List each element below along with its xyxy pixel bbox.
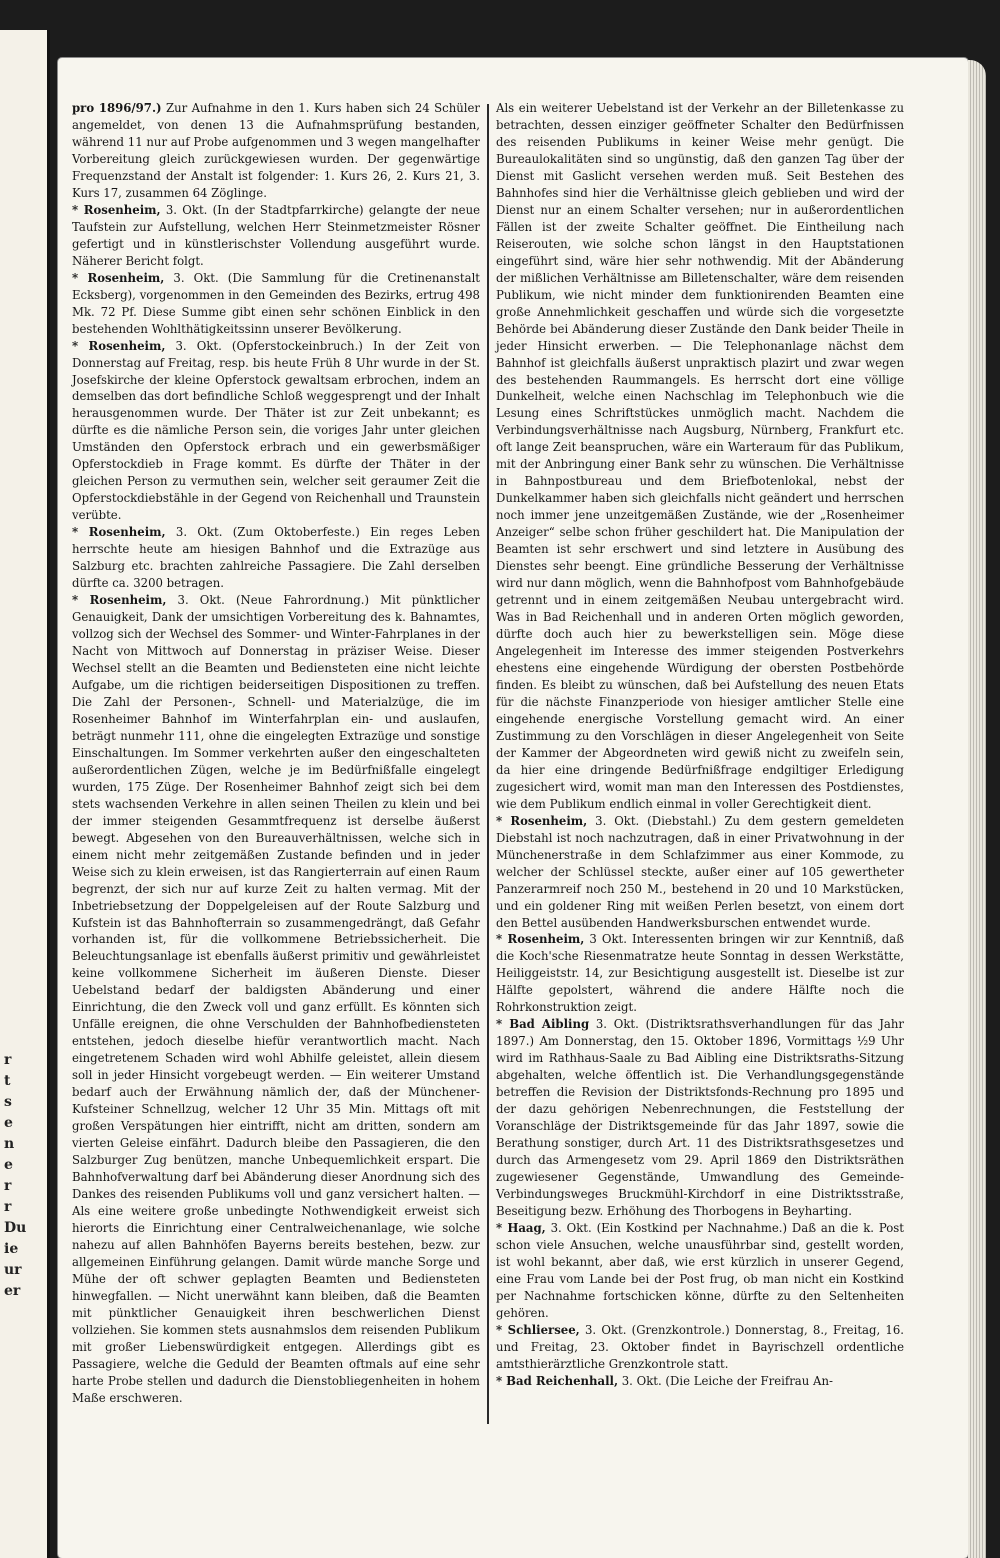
article-paragraph: * Rosenheim, 3 Okt. Interessenten bringen wir zur Kenntniß, daß die Koch'sche Riesenmatratze heute Sonntag in dessen Werkstätte, Heiliggeiststr. 14, zur Besichtigung ausgestellt ist. Dieselbe ist zur Hälfte gepolstert, während die andere Hälfte noch die Rohrkonstruktion zeigt. — [496, 932, 904, 1015]
fragment: e — [4, 1115, 13, 1131]
fragment: ie — [4, 1241, 19, 1257]
article-paragraph: Als ein weiterer Uebelstand ist der Verkehr an der Billetenkasse zu betrachten, dessen einziger geöffneter Schalter den Bedürfnissen des reisenden Publikums in keiner Weise mehr genügt. Die Bureaulokalitäten sind so ungünstig, daß den ganzen Tag über der Dienst mit Gaslicht versehen werden muß. Seit Bestehen des Bahnhofes sind hier die Verhältnisse gleich geblieben und wird der Dienst nur an einem Schalter versehen; nur in außerordentlichen Fällen ist der zweite Schalter geöffnet. Die Eintheilung nach Reiserouten, wie solche schon längst in den Hauptstationen eingeführt sind, wäre hier sehr nothwendig. Mit der Abänderung der mißlichen Verhältnisse am Billetenschalter, wäre dem reisenden Publikum, wie nicht minder dem funktionirenden Beamten eine große Annehmlichkeit geschaffen und würde sich die vorgesetzte Behörde bei Abänderung dieser Zustände den Dank beider Theile in jeder Hinsicht erwerben. — Die Telephonanlage nächst dem Bahnhof ist gleichfalls äußerst unpraktisch plazirt und zwar wegen des bestehenden Raummangels. Es herrscht dort eine völlige Dunkelheit, welche einen Nachschlag im Telephonbuch wie die Lesung eines Schriftstückes unmöglich macht. Nachdem die Verbindungsverhältnisse nach Augsburg, Nürnberg, Frankfurt etc. oft lange Zeit beanspruchen, wäre ein Warteraum für das Publikum, mit der Anbringung einer Bank sehr zu wünschen. Die Verhältnisse in Bahnpostbureau und dem Briefbotenlokal, nebst der Dunkelkammer haben sich gleichfalls nicht geändert und herrschen noch immer jene unzeitgemäßen Zustände, wie der „Rosenheimer Anzeiger“ selbe schon früher geschildert hat. Die Manipulation der Beamten ist sehr erschwert und sind letztere in Ausübung des Dienstes sehr beengt. Eine gründliche Besserung der Verhältnisse wird nur dann möglich, wenn die Bahnhofpost vom Bahnhofgebäude getrennt und in einem zeitgemäßen Neubau untergebracht wird. Was in Bad Reichenhall und in anderen Orten möglich geworden, dürfte doch auch hier zu bewerkstelligen sein. Möge diese Angelegenheit im Interesse des immer steigenden Postverkehrs ehestens eine eingehende Würdigung der obersten Postbehörde finden. Es bleibt zu wünschen, daß bei Aufstellung des neuen Etats für die nächste Finanzperiode von hiesiger amtlicher Stelle eine eingehende energische Vorstellung gemacht wird. An einer Zustimmung zu den Vorschlägen in dieser Angelegenheit von Seite der Kammer der Abgeordneten wird gewiß nicht zu zweifeln sein, da hier eine dringende Bedürfnißfrage endgiltiger Erledigung zugesichert wird, womit man man den Interessen des Postdienstes, wie dem Publikum endlich einmal in voller Gerechtigkeit dient. — [496, 101, 904, 811]
article-paragraph: * Rosenheim, 3. Okt. (In der Stadtpfarrkirche) gelangte der neue Taufstein zur Aufstellung, welchen Herr Steinmetzmeister Rösner gefertigt und in künstlerischster Vollendung ausgeführt wurde. Näherer Bericht folgt. — [72, 202, 481, 268]
facing-page-fragments — [4, 1050, 44, 1302]
article-paragraph: * Rosenheim, 3. Okt. (Die Sammlung für die Cretinenanstalt Ecksberg), vorgenommen in den Gemeinden des Bezirks, ertrug 498 Mk. 72 Pf. Diese Summe gibt einen sehr schönen Einblick in den bestehenden Wohlthätigkeitssinn unserer Bevölkerung. — [72, 270, 480, 336]
facing-page-strip — [0, 30, 50, 1558]
article-paragraph: * Rosenheim, 3. Okt. (Neue Fahrordnung.) Mit pünktlicher Genauigkeit, Dank der umsichtigen Vorbereitung des k. Bahnamtes, vollzog sich der Wechsel des Sommer- und Winter-Fahrplanes in der Nacht von Mittwoch auf Donnerstag in präziser Weise. Dieser Wechsel stellt an die Beamten und Bediensteten eine nicht leichte Aufgabe, um die richtigen beiderseitigen Dispositionen zu treffen. Die Zahl der Personen-, Schnell- und Materialzüge, die im Rosenheimer Bahnhof im Winterfahrplan ein- und auslaufen, beträgt nunmehr 111, ohne die eingelegten Extrazüge und sonstige Einschaltungen. Im Sommer verkehrten außer den eingeschalteten außerordentlichen Zügen, welche je im Bedürfnißfalle eingelegt wurden, 175 Züge. Der Rosenheimer Bahnhof zeigt sich bei dem stets wachsenden Verkehre in allen seinen Theilen zu klein und bei der immer steigenden Gesammtfrequenz ist derselbe äußerst bewegt. Abgesehen von den Bureauverhältnissen, welche sich in einem nicht mehr zeitgemäßen Zustande befinden und in jeder Weise sich zu klein erweisen, ist das Rangierterrain auf einen Raum begrenzt, der sich nur auf kurze Zeit zu halten vermag. Mit der Inbetriebsetzung der Doppelgeleisen auf der Route Salzburg und Kufstein ist das Bahnhofterrain so zusammengedrängt, daß Gefahr vorhanden ist, für die vollkommene Betriebssicherheit. Die Beleuchtungsanlage ist ebenfalls äußerst primitiv und gewährleistet keine vollkommene Sicherheit im äußeren Dienste. Dieser Uebelstand bedarf der baldigsten Abänderung und einer Einrichtung, die den Zweck voll und ganz erfüllt. Es könnten sich Unfälle ereignen, die ohne Verschulden der Bahnhofbediensteten entstehen, jedoch dieselbe hiefür verantwortlich macht. Nach eingetretenem Schaden wird wohl Abhilfe geleistet, allein diesem soll in jeder Hinsicht vorgebeugt werden. — Ein weiterer Umstand bedarf auch der Erwähnung nämlich der, daß der Münchener-Kufsteiner Schnellzug, welcher 12 Uhr 35 Min. Mittags oft mit großen Verspätungen hier eintrifft, nicht am dritten, sondern am vierten Geleise einfährt. Dadurch bleibe den Passagieren, die den Salzburger Zug benützen, manche Unbequemlichkeit erspart. Die Bahnhofverwaltung darf bei Abänderung dieser Anordnung sich des Dankes des reisenden Publikums voll und ganz versichert halten. — Als eine weitere große unbedingte Nothwendigkeit erweist sich hierorts die Einrichtung einer Centralweichenanlage, wie solche nahezu auf allen Bahnhöfen Bayerns bereits bestehen, bezw. zur allgemeinen Einführung gelangen. Damit würde manche Sorge und Mühe der oft schwer geplagten Beamten und Bediensteten hinwegfallen. — Nicht unerwähnt kann bleiben, daß die Beamten mit pünktlicher Genauigkeit ihren beschwerlichen Dienst vollziehen. Sie kommen stets ausnahmslos dem reisenden Publikum mit großer Liebenswürdigkeit entgegen. Allerdings gibt es Passagiere, welche die Geduld der Beamten oftmals auf eine sehr harte Probe stellen und dadurch die Dienstobliegenheiten in hohem Maße erschweren. — [72, 593, 481, 1405]
article-paragraph: * Rosenheim, 3. Okt. (Zum Oktoberfeste.) Ein reges Leben herrschte heute am hiesigen Bahnhof und die Extrazüge aus Salzburg etc. brachten zahlreiche Passagiere. Die Zahl derselben dürfte ca. 3200 betragen. — [72, 525, 480, 591]
fragment: ur — [4, 1262, 22, 1278]
article-paragraph: * Bad Aibling 3. Okt. (Distriktsrathsverhandlungen für das Jahr 1897.) Am Donnerstag, den 15. Oktober 1896, Vormittags ½9 Uhr wird im Rathhaus-Saale zu Bad Aibling eine Distriktsraths-Sitzung abgehalten, welche öffentlich ist. Die Verhandlungsgegenstände betreffen die Revision der Distriktsfonds-Rechnung pro 1895 und der dazu gehörigen Nebenrechnungen, die Feststellung der Voranschläge der Distriktsgemeinde für das Jahr 1897, sowie die Berathung sonstiger, durch Art. 11 des Distriktsrathsgesetzes und durch das Armengesetz vom 29. April 1869 den Distriktsräthen zugewiesener Gegenstände, Umwandlung des Gemeinde-Verbindungsweges Bruckmühl-Kirchdorf in eine Distriktsstraße, Beseitigung bezw. Erhöhung des Thorbogens in Beyharting. — [496, 1017, 904, 1218]
fragment: e — [4, 1157, 13, 1173]
fragment: r — [4, 1052, 12, 1068]
article-paragraph: * Bad Reichenhall, 3. Okt. (Die Leiche der Freifrau An- — [496, 1373, 833, 1388]
column-divider — [487, 104, 489, 1424]
fragment: r — [4, 1178, 12, 1194]
left-column — [72, 100, 480, 1407]
article-paragraph: * Schliersee, 3. Okt. (Grenzkontrole.) Donnerstag, 8., Freitag, 16. und Freitag, 23. Oktober findet in Bayrischzell ordentliche amtsthierärztliche Grenzkontrole statt. — [496, 1322, 905, 1371]
right-column — [496, 100, 904, 1390]
article-paragraph: * Rosenheim, 3. Okt. (Opferstockeinbruch.) In der Zeit von Donnerstag auf Freitag, resp. bis heute Früh 8 Uhr wurde in der St. Josefskirche der kleine Opferstock gewaltsam erbrochen, indem an demselben das dort befindliche Schloß weggesprengt und der Inhalt herausgenommen wurde. Der Thäter ist zur Zeit unbekannt; es dürfte es die nämliche Person sein, die voriges Jahr unter gleichen Umständen den Opferstock erbrach und ein gewerbsmäßiger Opferstockdieb in Frage kommt. Es dürfte der Thäter in der gleichen Person zu vermuthen sein, welcher seit geraumer Zeit die Opferstockdiebstähle in der Gegend von Reichenhall und Traunstein verübte. — [72, 338, 480, 523]
fragment: Du — [4, 1220, 27, 1236]
fragment: n — [4, 1136, 15, 1152]
fragment: s — [4, 1094, 12, 1110]
fragment: er — [4, 1283, 21, 1299]
fragment: t — [4, 1073, 11, 1089]
article-paragraph: * Haag, 3. Okt. (Ein Kostkind per Nachnahme.) Daß an die k. Post schon viele Ansuchen, welche unausführbar sind, gestellt worden, ist wohl bekannt, aber daß, wie erst kürzlich in unserer Gegend, eine Frau vom Lande bei der Post frug, ob man nicht ein Kostkind per Nachnahme fortschicken könne, dürfte zu den Seltenheiten gehören. — [496, 1220, 904, 1320]
article-paragraph: pro 1896/97.) Zur Aufnahme in den 1. Kurs haben sich 24 Schüler angemeldet, von denen 13 die Aufnahmsprüfung bestanden, während 11 nur auf Probe aufgenommen und 3 wegen mangelhafter Vorbereitung gleich zurückgewiesen wurden. Der gegenwärtige Frequenzstand der Anstalt ist folgender: 1. Kurs 26, 2. Kurs 21, 3. Kurs 17, zusammen 64 Zöglinge. — [72, 101, 480, 200]
fragment: r — [4, 1199, 12, 1215]
article-paragraph: * Rosenheim, 3. Okt. (Diebstahl.) Zu dem gestern gemeldeten Diebstahl ist noch nachzutragen, daß in einer Privatwohnung in der Münchenerstraße in dem Schlafzimmer aus einer Kommode, zu welcher der Schlüssel steckte, außer einer auf 105 gewertheter Panzerarmreif noch 250 M., bestehend in 20 und 10 Markstücken, und ein goldener Ring mit weißen Perlen besetzt, von einem dort den Bettel ausübenden Handwerksburschen entwendet wurde. — [496, 813, 905, 930]
page-edge-stack — [968, 60, 986, 1558]
